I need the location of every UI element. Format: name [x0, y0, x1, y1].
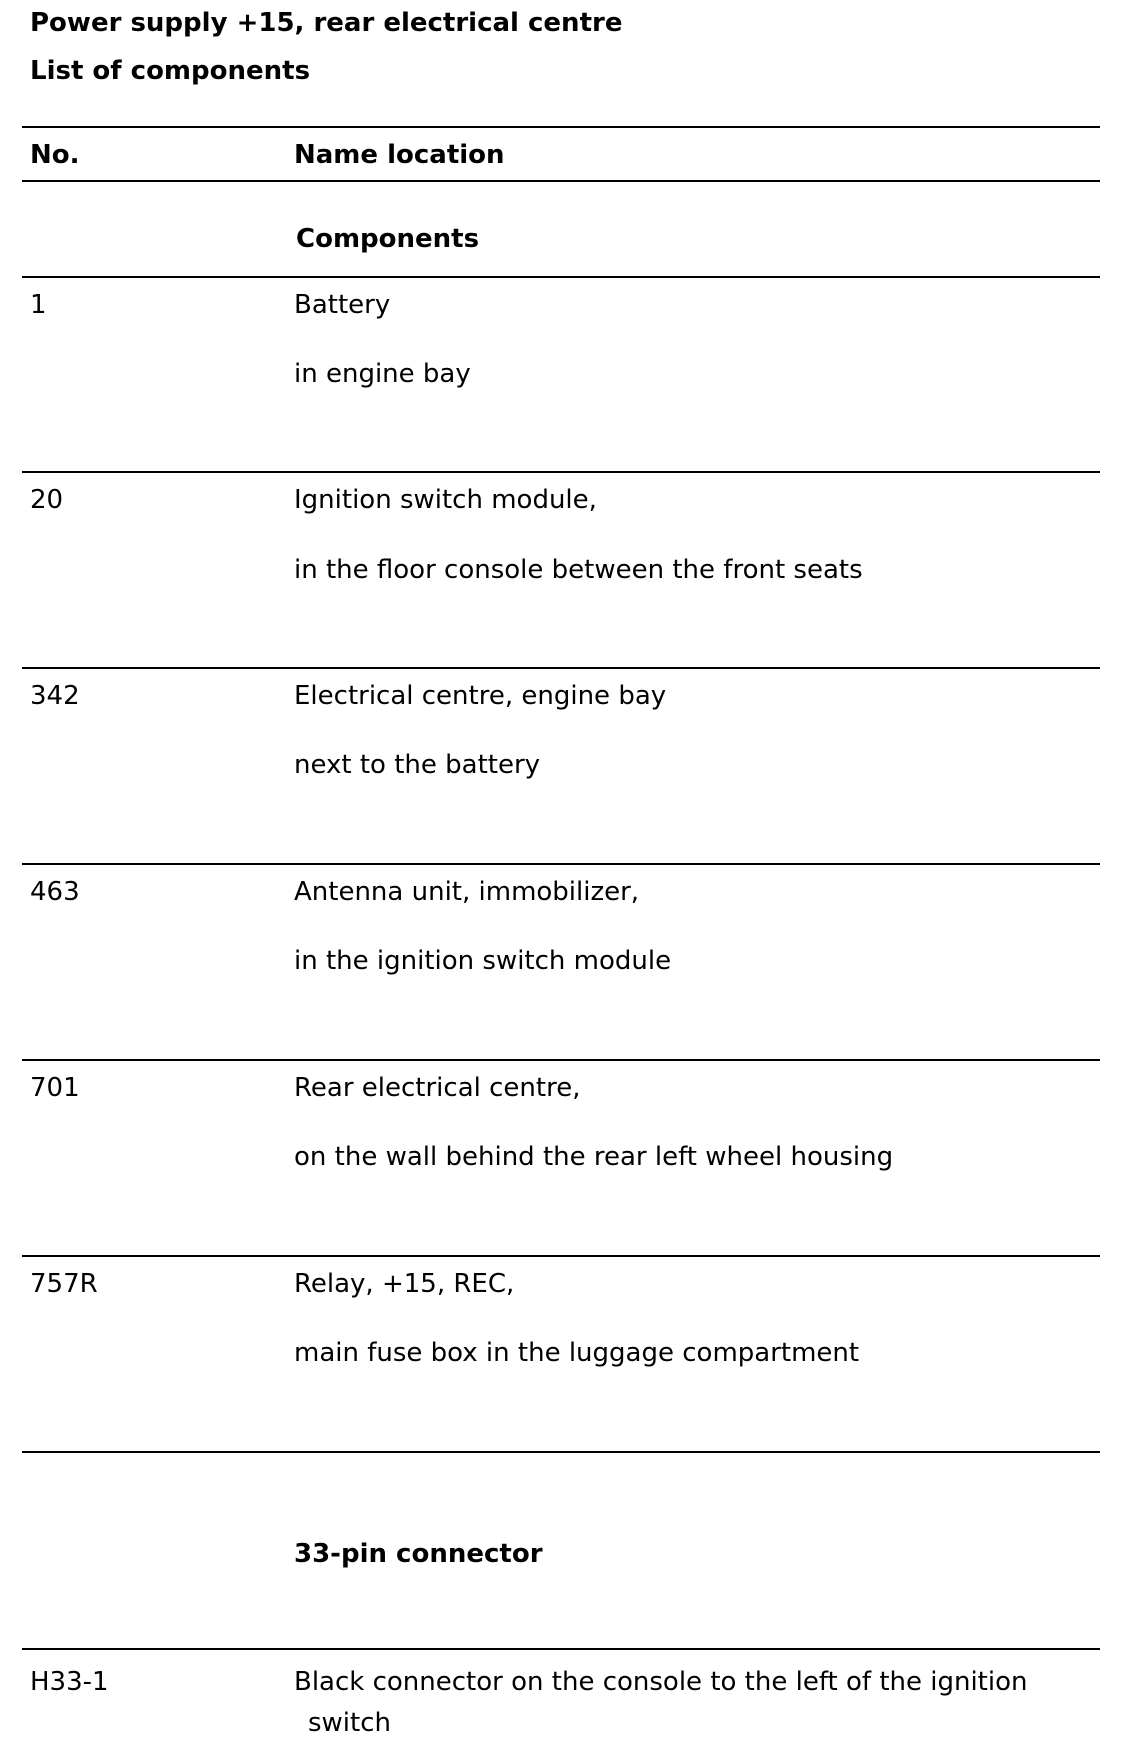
row-location: in the floor console between the front seats [294, 555, 863, 585]
row-rule [22, 471, 1100, 473]
row-no: 1 [30, 290, 47, 320]
row-name: Black connector on the console to the left of the ignition [294, 1667, 1028, 1697]
document-subtitle: List of components [30, 56, 311, 86]
row-no: H33-1 [30, 1667, 109, 1697]
section-heading-33-pin-connector: 33-pin connector [294, 1539, 543, 1569]
row-name: Antenna unit, immobilizer, [294, 877, 640, 907]
section-rule [22, 1648, 1100, 1650]
row-no: 757R [30, 1269, 98, 1299]
header-name-location: Name location [294, 140, 505, 170]
row-no: 701 [30, 1073, 80, 1103]
row-no: 463 [30, 877, 80, 907]
row-location: main fuse box in the luggage compartment [294, 1338, 860, 1368]
document-title: Power supply +15, rear electrical centre [30, 8, 623, 38]
row-rule [22, 667, 1100, 669]
row-location: on the wall behind the rear left wheel housing [294, 1142, 894, 1172]
row-name: Relay, +15, REC, [294, 1269, 515, 1299]
row-location: next to the battery [294, 750, 541, 780]
section-rule [22, 276, 1100, 278]
section-heading-components: Components [296, 224, 480, 254]
row-rule [22, 1059, 1100, 1061]
row-name: Rear electrical centre, [294, 1073, 581, 1103]
header-bottom-rule [22, 180, 1100, 182]
row-rule [22, 1255, 1100, 1257]
row-name: Battery [294, 290, 391, 320]
row-name-continued: switch [308, 1708, 392, 1738]
table-top-rule [22, 126, 1100, 128]
row-location: in the ignition switch module [294, 946, 672, 976]
header-no: No. [30, 140, 80, 170]
row-rule [22, 1451, 1100, 1453]
row-no: 342 [30, 681, 80, 711]
row-no: 20 [30, 485, 64, 515]
row-name: Electrical centre, engine bay [294, 681, 667, 711]
row-location: in engine bay [294, 359, 471, 389]
row-rule [22, 863, 1100, 865]
row-name: Ignition switch module, [294, 485, 597, 515]
